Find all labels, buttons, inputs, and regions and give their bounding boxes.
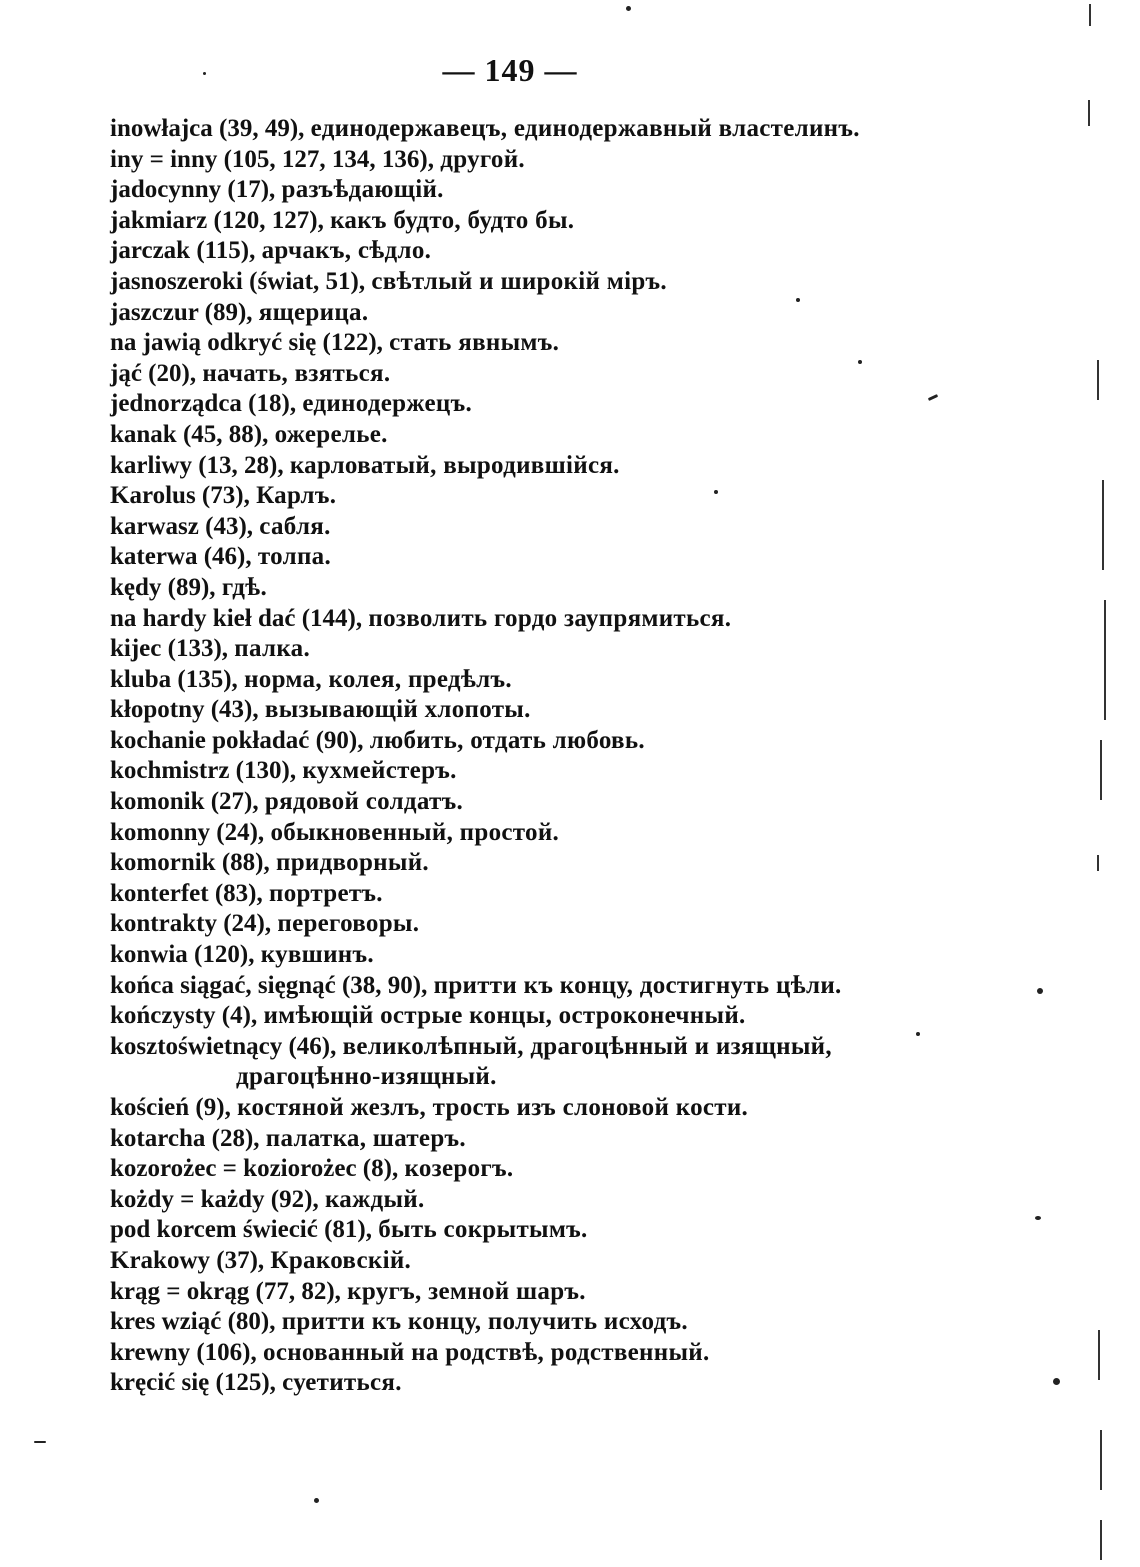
scan-speck [796, 298, 800, 302]
entry-headword: kontrakty (24), [110, 910, 272, 938]
entry-headword: krewny (106), [110, 1338, 257, 1366]
entry-headword: kluba (135), [110, 665, 238, 693]
scan-speck [203, 72, 206, 75]
entry-definition: разъѣдающій. [281, 176, 444, 204]
entry-definition: позволить гордо заупрямиться. [368, 604, 732, 632]
entry-headword: inowłajca (39, 49), [110, 115, 305, 142]
entry-definition: кухмейстеръ. [302, 757, 457, 785]
entry-definition: единодержавецъ, единодержавный властелинъ. [310, 115, 860, 142]
entry-definition: рядовой солдатъ. [264, 788, 464, 816]
entry-headword: kędy (89), [110, 573, 216, 601]
glossary-entry [110, 359, 940, 390]
glossary-entry [110, 756, 940, 787]
entry-headword: krąg = okrąg (77, 82), [110, 1277, 341, 1305]
glossary-entry [110, 573, 940, 604]
scan-speck [714, 490, 718, 494]
entry-headword: jaszczur (89), [110, 298, 253, 326]
glossary-entry [110, 1185, 940, 1216]
entry-definition: портретъ. [268, 879, 383, 907]
entry-headword: komonny (24), [110, 818, 265, 846]
entry-definition: суетиться. [282, 1369, 402, 1397]
margin-mark [1100, 1430, 1102, 1490]
entry-definition: свѣтлый и широкій міръ. [371, 267, 667, 295]
entry-headword: kłopotny (43), [110, 696, 259, 724]
entry-definition: имѣющій острые концы, остроконечный. [263, 1002, 746, 1030]
entry-headword: kochanie pokładać (90), [110, 726, 364, 754]
entry-definition: обыкновенный, простой. [270, 818, 560, 846]
entry-definition: единодержецъ. [302, 390, 472, 418]
entry-definition: притти къ концу, достигнуть цѣли. [433, 971, 842, 999]
entry-headword: konwia (120), [110, 941, 255, 969]
entry-definition: карловатый, выродившійся. [289, 451, 620, 479]
glossary-entry [110, 542, 940, 573]
glossary-entry [110, 114, 940, 145]
glossary-entry [110, 175, 940, 206]
glossary-entry [110, 695, 940, 726]
glossary-entry [110, 1368, 940, 1399]
entry-headword: na jawią odkryć się (122), [110, 329, 383, 357]
scan-speck [626, 6, 631, 11]
scan-speck [1037, 988, 1043, 994]
entry-headword: kosztoświetnący (46), [110, 1032, 337, 1060]
entry-headword: kanak (45, 88), [110, 420, 269, 448]
entry-definition: быть сокрытымъ. [378, 1216, 588, 1244]
glossary-entry [110, 451, 940, 482]
scan-speck [916, 1032, 920, 1036]
scan-speck [858, 360, 862, 364]
entry-definition: норма, колея, предѣлъ. [244, 665, 512, 693]
glossary-entry [110, 879, 940, 910]
entry-definition: другой. [440, 145, 525, 173]
entry-definition: любить, отдать любовь. [369, 726, 645, 754]
glossary-entry [110, 512, 940, 543]
entry-headword: jadocynny (17), [110, 176, 276, 204]
margin-mark [1104, 600, 1106, 720]
glossary-entry [110, 1277, 940, 1308]
entry-definition: костяной жезлъ, трость изъ слоновой кости. [237, 1094, 749, 1121]
entry-definition: кувшинъ. [260, 941, 374, 969]
entry-definition: притти къ концу, получить исходъ. [281, 1308, 688, 1336]
entry-definition: козерогъ. [404, 1155, 514, 1183]
glossary-entry [110, 145, 940, 176]
entry-definition: Краковскій. [270, 1246, 412, 1274]
glossary-entry [110, 1246, 940, 1277]
glossary-entry [110, 940, 940, 971]
entry-headword: karwasz (43), [110, 512, 254, 540]
glossary-entry [110, 1154, 940, 1185]
entry-headword: komonik (27), [110, 788, 259, 816]
entry-definition: палка. [234, 635, 311, 663]
glossary-entry [110, 389, 940, 420]
margin-mark [1100, 740, 1102, 800]
entry-headword: koścień (9), [110, 1094, 231, 1121]
glossary-list [110, 114, 940, 1399]
page-number: — 149 — [442, 52, 578, 88]
glossary-entry [110, 971, 940, 1002]
glossary-entry [110, 420, 940, 451]
margin-mark [1089, 4, 1091, 26]
entry-headword: kozorożec = koziorożec (8), [110, 1155, 399, 1183]
glossary-entry [110, 1032, 940, 1093]
glossary-entry [110, 1093, 940, 1124]
margin-mark [1097, 855, 1099, 871]
glossary-entry [110, 818, 940, 849]
glossary-entry [110, 726, 940, 757]
scan-speck [1035, 1216, 1041, 1220]
entry-definition: какъ будто, будто бы. [330, 206, 575, 234]
entry-headword: komornik (88), [110, 849, 270, 877]
scan-speck [314, 1498, 319, 1503]
entry-definition: сабля. [259, 512, 331, 540]
entry-definition: ожерелье. [274, 420, 388, 448]
entry-definition: переговоры. [277, 910, 420, 938]
entry-headword: pod korcem świecić (81), [110, 1216, 372, 1244]
entry-headword: na hardy kieł dać (144), [110, 604, 363, 632]
entry-headword: jakmiarz (120, 127), [110, 206, 324, 234]
glossary-entry [110, 909, 940, 940]
margin-mark [1102, 480, 1104, 570]
margin-mark [1100, 1520, 1102, 1560]
entry-headword: kończysty (4), [110, 1002, 258, 1030]
entry-headword: kres wziąć (80), [110, 1308, 276, 1336]
glossary-entry [110, 267, 940, 298]
entry-definition: толпа. [257, 543, 331, 571]
entry-headword: kręcić się (125), [110, 1369, 276, 1397]
glossary-entry [110, 665, 940, 696]
glossary-entry [110, 787, 940, 818]
margin-mark [1098, 1330, 1100, 1380]
entry-definition: каждый. [324, 1185, 425, 1213]
entry-headword: kożdy = każdy (92), [110, 1185, 319, 1213]
entry-headword: jarczak (115), [110, 237, 256, 265]
entry-definition: вызывающій хлопоты. [264, 696, 531, 724]
scan-speck [34, 1441, 46, 1443]
entry-headword: kijec (133), [110, 635, 229, 663]
entry-headword: jednorządca (18), [110, 390, 297, 418]
glossary-entry [110, 604, 940, 635]
entry-headword: jasnoszeroki (świat, 51), [110, 267, 366, 295]
glossary-entry [110, 1338, 940, 1369]
entry-headword: kochmistrz (130), [110, 757, 297, 785]
entry-definition: арчакъ, сѣдло. [261, 237, 432, 265]
entry-headword: konterfet (83), [110, 879, 263, 907]
glossary-entry [110, 298, 940, 329]
entry-definition: стать явнымъ. [389, 329, 560, 357]
margin-mark [1088, 100, 1090, 126]
glossary-entry [110, 1215, 940, 1246]
entry-headword: iny = inny (105, 127, 134, 136), [110, 145, 434, 173]
glossary-entry [110, 328, 940, 359]
entry-definition: кругъ, земной шаръ. [347, 1277, 586, 1305]
entry-headword: końca siągać, sięgnąć (38, 90), [110, 971, 428, 999]
entry-headword: karliwy (13, 28), [110, 451, 284, 479]
entry-definition: великолѣпный, драгоцѣнный и изящный, драгоцѣнно-изящный. [236, 1032, 832, 1091]
entry-headword: katerwa (46), [110, 543, 252, 571]
entry-definition: придворный. [275, 849, 429, 877]
entry-definition: ящерица. [258, 298, 369, 326]
glossary-entry [110, 481, 940, 512]
entry-definition: Карлъ. [256, 482, 337, 510]
glossary-entry [110, 634, 940, 665]
entry-headword: jąć (20), [110, 359, 197, 387]
entry-headword: kotarcha (28), [110, 1124, 260, 1152]
entry-headword: Karolus (73), [110, 482, 250, 510]
glossary-entry [110, 236, 940, 267]
glossary-entry [110, 1124, 940, 1155]
entry-definition: палатка, шатеръ. [265, 1124, 466, 1152]
glossary-entry [110, 848, 940, 879]
entry-definition: основанный на родствѣ, родственный. [263, 1338, 710, 1366]
glossary-entry [110, 1001, 940, 1032]
glossary-entry [110, 206, 940, 237]
entry-definition: гдѣ. [221, 573, 268, 601]
entry-headword: Krakowy (37), [110, 1246, 265, 1274]
scan-speck [1053, 1378, 1060, 1385]
glossary-entry [110, 1307, 940, 1338]
margin-mark [1097, 360, 1099, 400]
entry-definition: начать, взяться. [202, 359, 391, 387]
